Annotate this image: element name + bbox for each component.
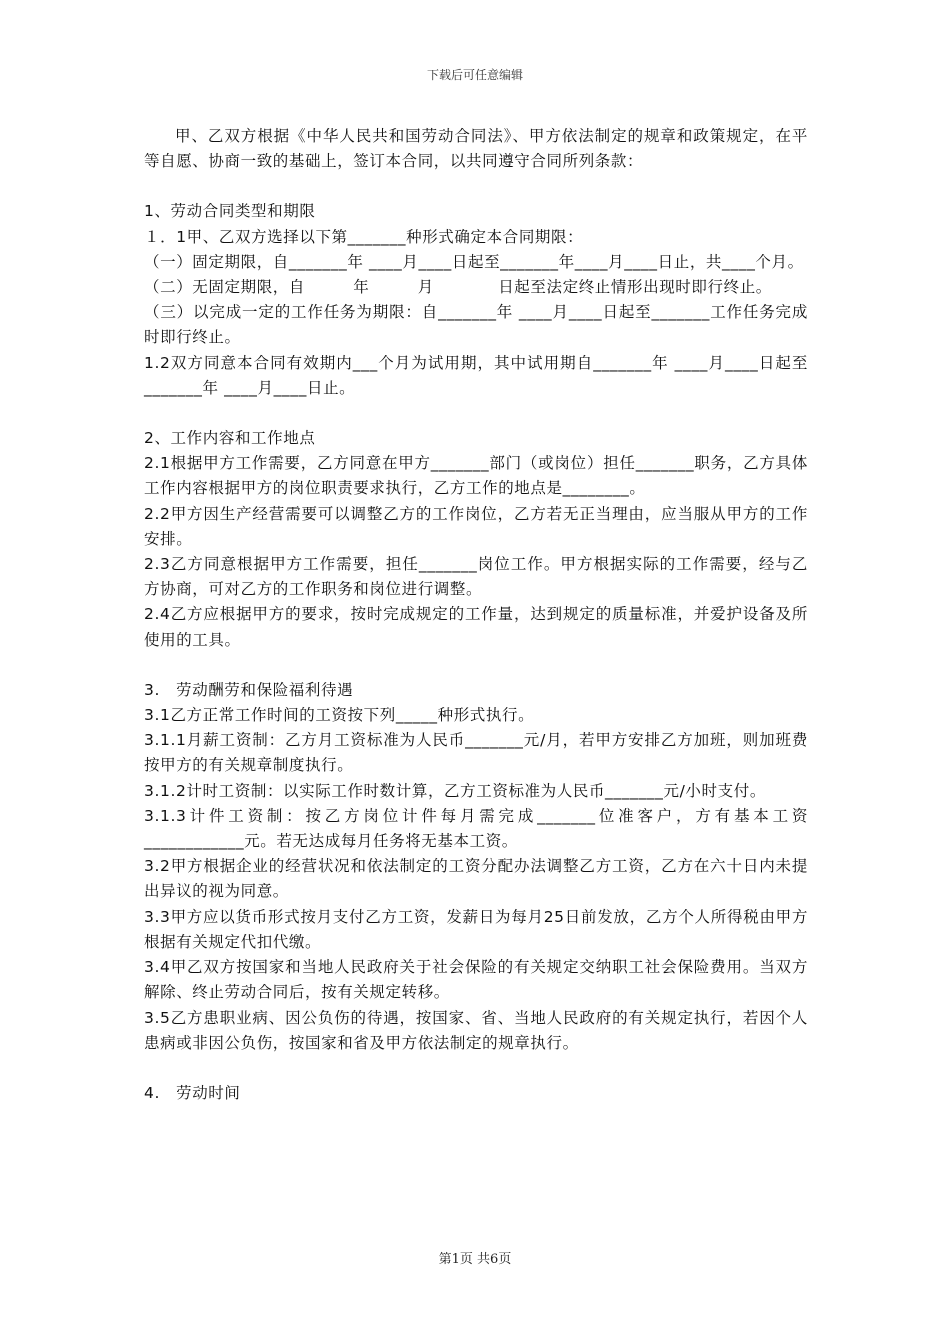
paragraph-spacer (144, 174, 808, 199)
page-header: 下载后可任意编辑 (426, 68, 523, 82)
clause-paragraph: 3.1.2计时工资制：以实际工作时数计算，乙方工资标准为人民币_______元/小时支付。 (144, 781, 766, 800)
clause-paragraph: 3.3甲方应以货币形式按月支付乙方工资，发薪日为每月25日前发放，乙方个人所得税由甲方根据有关规定代扣代缴。 (144, 907, 808, 951)
clause-paragraph: 3.2甲方根据企业的经营状况和依法制定的工资分配办法调整乙方工资，乙方在六十日内未提出异议的视为同意。 (144, 857, 808, 901)
section-heading: 1、劳动合同类型和期限 (144, 202, 316, 221)
clause-paragraph: 2.3乙方同意根据甲方工作需要，担任_______岗位工作。甲方根据实际的工作需要，经与乙方协商，可对乙方的工作职务和岗位进行调整。 (144, 555, 808, 599)
section-heading: 4. 劳动时间 (144, 1083, 241, 1102)
clause-paragraph: 2.1根据甲方工作需要，乙方同意在甲方_______部门（或岗位）担任_______职务，乙方具体工作内容根据甲方的岗位职责要求执行，乙方工作的地点是________。 (144, 454, 808, 498)
clause-paragraph: １．1甲、乙双方选择以下第_______种形式确定本合同期限： (144, 227, 584, 246)
clause-paragraph: 3.4甲乙双方按国家和当地人民政府关于社会保险的有关规定交纳职工社会保险费用。当双方解除、终止劳动合同后，按有关规定转移。 (144, 958, 808, 1002)
clause-paragraph: 2.4乙方应根据甲方的要求，按时完成规定的工作量，达到规定的质量标准，并爱护设备及所使用的工具。 (144, 605, 808, 649)
page-footer: 第1页 共6页 (438, 1252, 512, 1267)
document-body (144, 124, 808, 1106)
clause-paragraph: （一）固定期限，自_______年 ____月____日起至_______年____月____日止，共____个月。 (144, 252, 804, 271)
paragraph-spacer (144, 1056, 808, 1081)
clause-paragraph: 2.2甲方因生产经营需要可以调整乙方的工作岗位，乙方若无正当理由，应当服从甲方的工作安排。 (144, 504, 808, 548)
clause-paragraph: 3.5乙方患职业病、因公负伤的待遇，按国家、省、当地人民政府的有关规定执行，若因个人患病或非因公负伤，按国家和省及甲方依法制定的规章执行。 (144, 1008, 808, 1052)
section-heading: 3. 劳动酬劳和保险福利待遇 (144, 680, 354, 699)
section-heading: 2、工作内容和工作地点 (144, 429, 316, 448)
clause-paragraph: 3.1.1月薪工资制：乙方月工资标准为人民币_______元/月，若甲方安排乙方加班，则加班费按甲方的有关规章制度执行。 (144, 731, 808, 775)
clause-paragraph: （三）以完成一定的工作任务为期限：自_______年 ____月____日起至_______工作任务完成时即行终止。 (144, 303, 808, 347)
intro-paragraph: 甲、乙双方根据《中华人民共和国劳动合同法》、甲方依法制定的规章和政策规定，在平等自愿、协商一致的基础上，签订本合同，以共同遵守合同所列条款： (144, 127, 808, 171)
clause-paragraph: 1.2双方同意本合同有效期内___个月为试用期，其中试用期自_______年 ____月____日起至_______年 ____月____日止。 (144, 353, 808, 397)
clause-paragraph: 3.1乙方正常工作时间的工资按下列_____种形式执行。 (144, 706, 535, 725)
paragraph-spacer (144, 401, 808, 426)
clause-paragraph: 3.1.3计件工资制：按乙方岗位计件每月需完成_______位准客户，方有基本工资____________元。若无达成每月任务将无基本工资。 (144, 806, 808, 851)
clause-paragraph: （二）无固定期限，自 年 月 日起至法定终止情形出现时即行终止。 (144, 278, 772, 297)
paragraph-spacer (144, 653, 808, 678)
